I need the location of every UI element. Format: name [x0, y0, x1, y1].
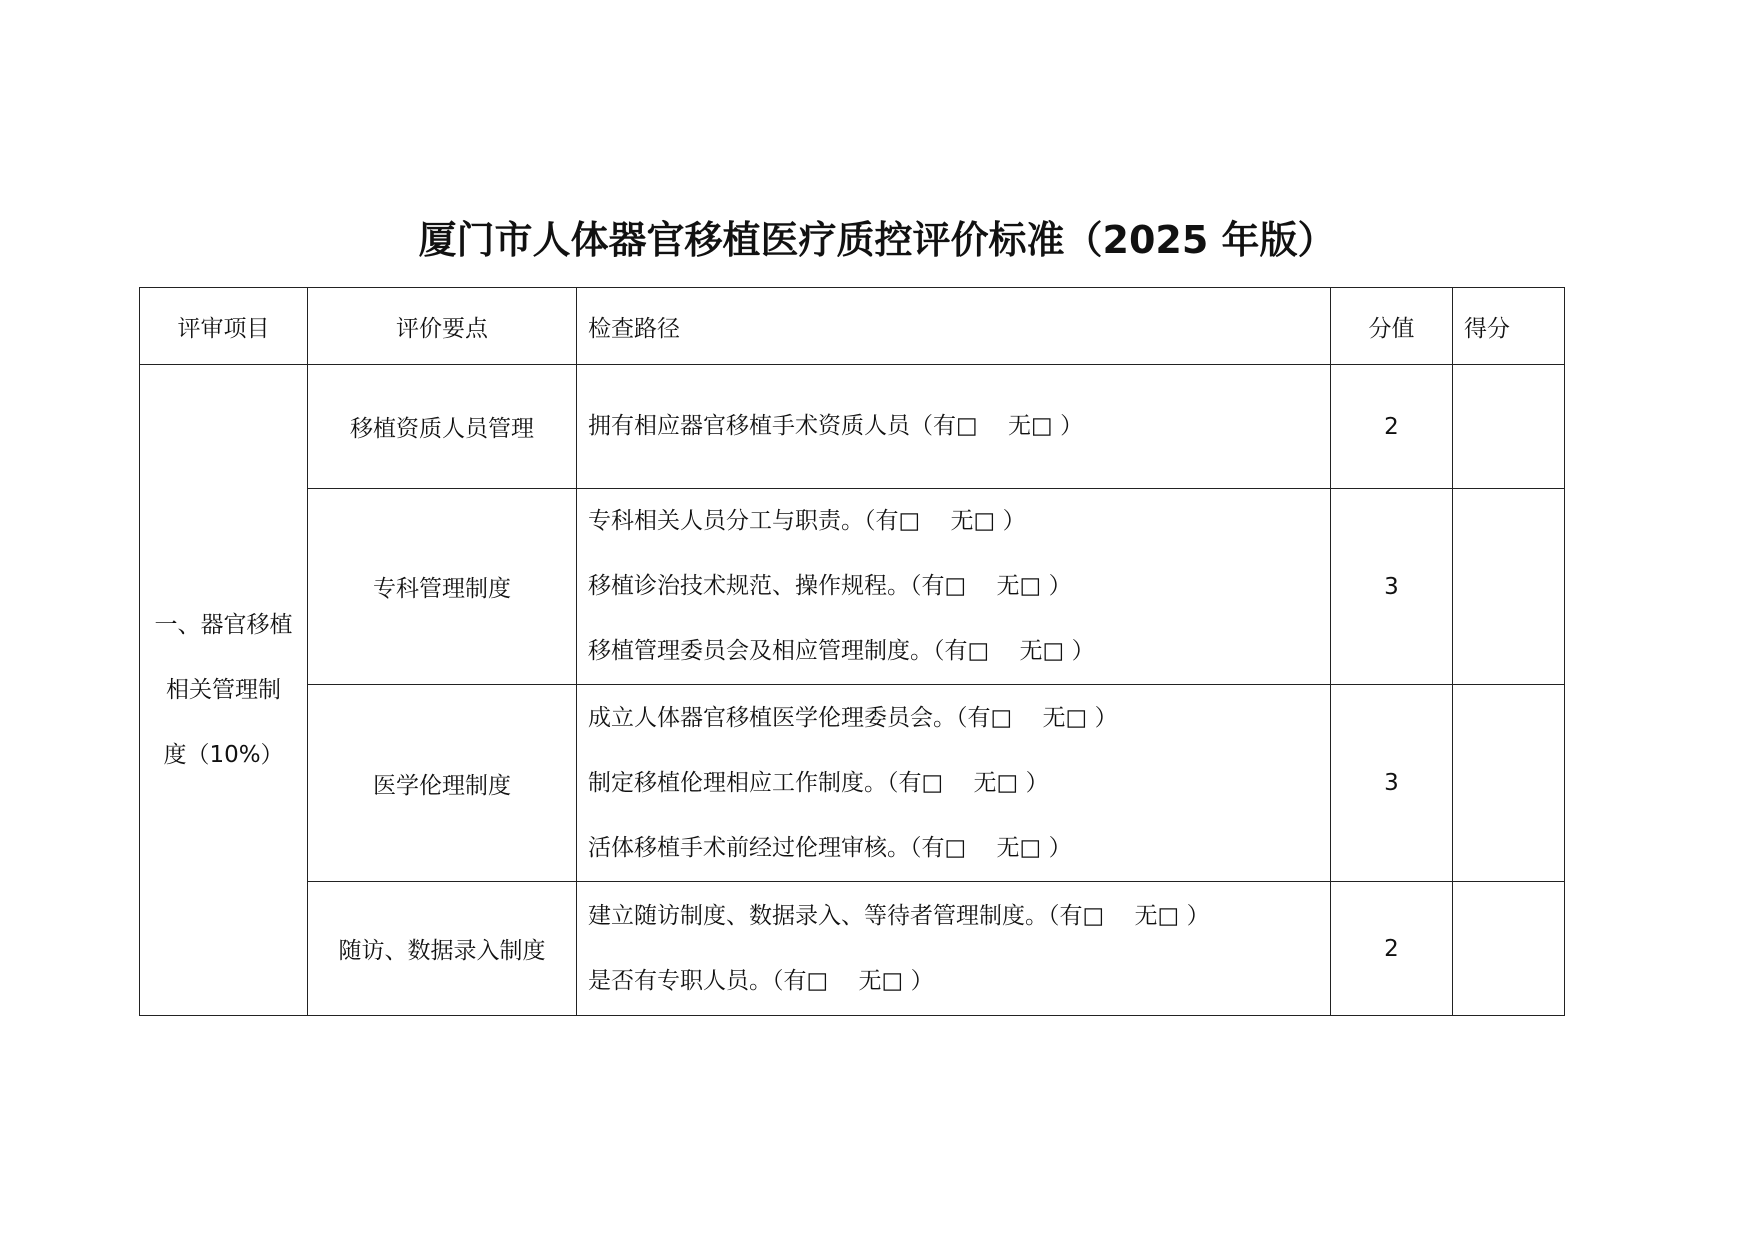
- evaluation-point-cell: 移植资质人员管理: [308, 365, 577, 489]
- check-path-item: 拥有相应器官移植手术资质人员（有□ 无□ ）: [588, 413, 1084, 439]
- table-row: [140, 365, 1565, 489]
- table-header-row: [140, 288, 1565, 365]
- table-row: [140, 685, 1565, 882]
- header-evaluation-point: 评价要点: [308, 288, 577, 365]
- check-path-item: 活体移植手术前经过伦理审核。（有□ 无□ ）: [588, 834, 1072, 861]
- earned-score-cell[interactable]: [1453, 489, 1565, 685]
- check-path-cell: [577, 489, 1331, 685]
- header-score: 分值: [1331, 288, 1453, 365]
- check-path-item: 移植管理委员会及相应管理制度。（有□ 无□ ）: [588, 638, 1095, 664]
- earned-score-cell[interactable]: [1453, 365, 1565, 489]
- table-row: [140, 882, 1565, 1016]
- check-path-cell: [577, 685, 1331, 882]
- score-cell: 2: [1331, 365, 1453, 489]
- category-line: 一、器官移植: [154, 611, 293, 638]
- header-review-item: 评审项目: [140, 288, 308, 365]
- header-check-path: 检查路径: [577, 288, 1331, 365]
- evaluation-point-cell: 医学伦理制度: [308, 685, 577, 882]
- earned-score-cell[interactable]: [1453, 882, 1565, 1016]
- category-line: 相关管理制: [166, 676, 281, 703]
- evaluation-point-cell: 随访、数据录入制度: [308, 882, 577, 1016]
- score-cell: 3: [1331, 489, 1453, 685]
- evaluation-point-cell: 专科管理制度: [308, 489, 577, 685]
- check-path-cell: [577, 882, 1331, 1016]
- check-path-item: 建立随访制度、数据录入、等待者管理制度。（有□ 无□ ）: [588, 902, 1210, 929]
- check-path-item: 是否有专职人员。（有□ 无□ ）: [588, 967, 934, 994]
- document-title: 厦门市人体器官移植医疗质控评价标准（2025 年版）: [418, 218, 1336, 262]
- score-cell: 2: [1331, 882, 1453, 1016]
- check-path-item: 制定移植伦理相应工作制度。（有□ 无□ ）: [588, 769, 1049, 796]
- earned-score-cell[interactable]: [1453, 685, 1565, 882]
- category-cell: [140, 365, 308, 1016]
- check-path-cell: [577, 365, 1331, 489]
- check-path-item: 专科相关人员分工与职责。（有□ 无□ ）: [588, 508, 1026, 534]
- header-earned-score: 得分: [1453, 288, 1565, 365]
- evaluation-criteria-table: [139, 287, 1565, 1016]
- check-path-item: 成立人体器官移植医学伦理委员会。（有□ 无□ ）: [588, 704, 1118, 731]
- check-path-item: 移植诊治技术规范、操作规程。（有□ 无□ ）: [588, 573, 1072, 599]
- score-cell: 3: [1331, 685, 1453, 882]
- table-row: [140, 489, 1565, 685]
- category-line: 度（10%）: [163, 741, 284, 768]
